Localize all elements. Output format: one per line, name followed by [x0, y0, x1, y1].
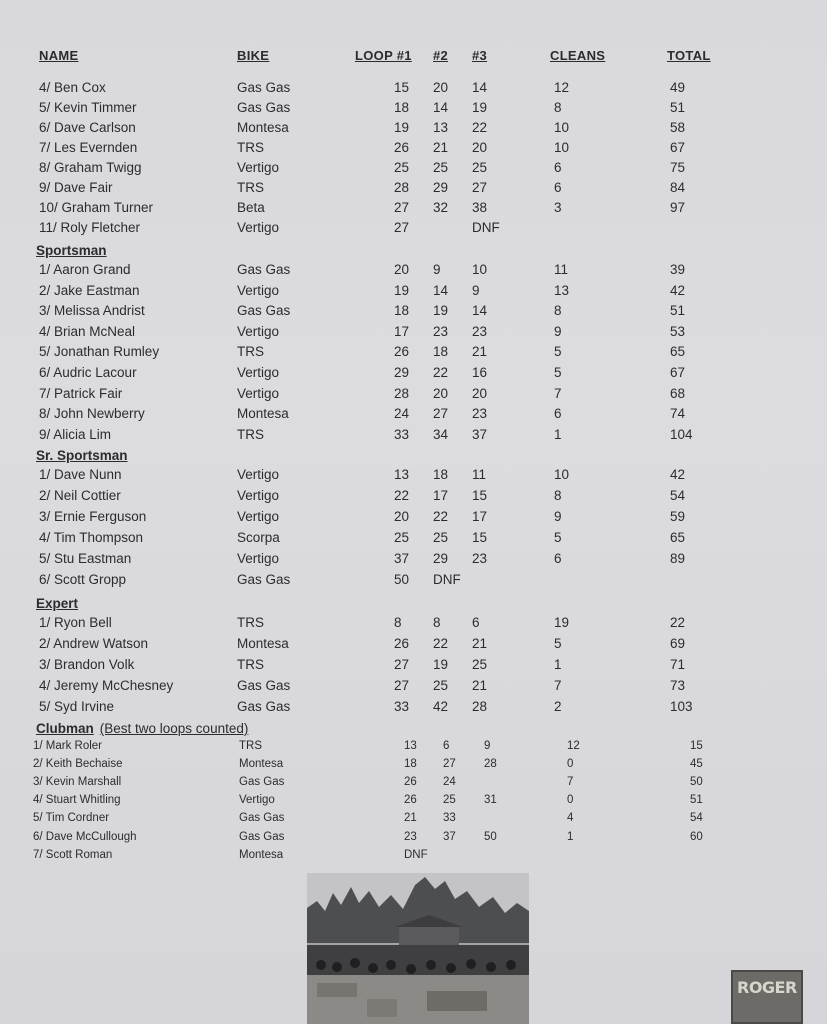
result-row — [0, 427, 827, 447]
cell-l3: 21 — [472, 344, 488, 360]
cell-cleans: 5 — [554, 365, 562, 380]
cell-total: 65 — [670, 529, 686, 545]
cell-bike: Gas Gas — [237, 100, 291, 115]
section-title: Expert — [36, 596, 79, 611]
cell-l3: DNF — [472, 220, 500, 235]
section-heading — [36, 448, 128, 463]
cell-name: 4/ Brian McNeal — [39, 323, 136, 339]
cell-name: 5/ Tim Cordner — [33, 812, 110, 825]
cell-total: 59 — [670, 508, 686, 524]
cell-cleans: 7 — [554, 385, 562, 401]
cell-bike: Vertigo — [237, 385, 280, 401]
result-row — [0, 120, 827, 140]
cell-cleans: 5 — [554, 529, 562, 545]
cell-name: 7/ Patrick Fair — [39, 385, 123, 401]
result-row — [0, 530, 827, 550]
result-row — [0, 488, 827, 508]
cell-l2: 6 — [443, 740, 450, 752]
cell-total: 89 — [670, 550, 686, 566]
cell-l1: 27 — [394, 200, 410, 215]
cell-total: 69 — [670, 635, 686, 651]
cell-name: 5/ Jonathan Rumley — [39, 344, 160, 360]
cell-l2: 14 — [433, 100, 449, 115]
cell-l2: DNF — [433, 571, 461, 587]
cell-l3: 14 — [472, 303, 488, 319]
cell-total: 67 — [670, 365, 686, 380]
cell-l3: 38 — [472, 200, 488, 215]
cell-l3: 10 — [472, 262, 488, 277]
cell-l1: DNF — [404, 848, 428, 861]
cell-total: 65 — [670, 344, 686, 360]
cell-bike: Gas Gas — [237, 698, 291, 714]
result-row — [0, 100, 827, 120]
cell-cleans: 7 — [567, 776, 574, 789]
cell-l2: 19 — [433, 656, 449, 672]
cell-bike: Vertigo — [237, 365, 280, 380]
cell-l3: 50 — [484, 830, 497, 843]
result-row — [0, 758, 827, 778]
cell-l2: 13 — [433, 120, 449, 135]
section-heading — [36, 721, 248, 736]
header-total: TOTAL — [667, 48, 711, 63]
event-photo-graphic — [307, 873, 529, 1024]
result-row — [0, 160, 827, 180]
cell-bike: Vertigo — [237, 550, 280, 566]
header-cleans: CLEANS — [550, 48, 606, 63]
cell-l2: 34 — [433, 426, 449, 442]
cell-l1: 50 — [394, 571, 410, 587]
cell-l1: 15 — [394, 80, 410, 95]
cell-l1: 19 — [394, 282, 410, 298]
event-photo — [307, 873, 529, 1024]
cell-name: 5/ Syd Irvine — [39, 698, 115, 714]
result-row — [0, 509, 827, 529]
cell-bike: Gas Gas — [239, 812, 285, 825]
cell-cleans: 5 — [554, 635, 562, 651]
cell-l2: 20 — [433, 385, 449, 401]
cell-cleans: 9 — [554, 323, 562, 339]
cell-l3: 15 — [472, 529, 488, 545]
cell-l3: 28 — [484, 758, 497, 771]
cell-l3: 21 — [472, 677, 488, 693]
cell-total: 68 — [670, 385, 686, 401]
cell-cleans: 0 — [567, 794, 574, 807]
result-row — [0, 615, 827, 635]
cell-bike: Montesa — [237, 635, 289, 651]
cell-l3: 27 — [472, 180, 488, 195]
cell-l1: 26 — [404, 776, 417, 789]
cell-l1: 26 — [394, 140, 410, 155]
cell-l3: 22 — [472, 120, 488, 135]
section-note: (Best two loops counted) — [99, 721, 249, 736]
cell-l2: 18 — [433, 467, 449, 482]
cell-name: 4/ Ben Cox — [39, 80, 106, 95]
cell-l2: 25 — [443, 794, 456, 807]
result-row — [0, 831, 827, 851]
section-title: Clubman — [36, 721, 94, 736]
cell-bike: Gas Gas — [237, 262, 291, 277]
cell-l2: 25 — [433, 677, 449, 693]
cell-cleans: 8 — [554, 100, 562, 115]
cell-l2: 42 — [433, 698, 449, 714]
cell-bike: Vertigo — [239, 794, 275, 807]
result-row — [0, 551, 827, 571]
cell-bike: Montesa — [237, 120, 289, 135]
section-title: Sportsman — [36, 243, 107, 258]
cell-cleans: 9 — [554, 508, 562, 524]
cell-cleans: 6 — [554, 160, 562, 175]
cell-name: 1/ Ryon Bell — [39, 615, 112, 630]
cell-bike: Vertigo — [237, 160, 280, 175]
cell-total: 97 — [670, 200, 686, 215]
cell-name: 4/ Jeremy McChesney — [39, 677, 174, 693]
cell-cleans: 10 — [554, 140, 570, 155]
cell-name: 11/ Roly Fletcher — [39, 220, 141, 235]
result-row — [0, 699, 827, 719]
result-row — [0, 344, 827, 364]
cell-cleans: 19 — [554, 615, 570, 630]
cell-bike: Montesa — [239, 758, 284, 771]
cell-total: 50 — [690, 776, 703, 789]
cell-bike: Vertigo — [237, 487, 280, 503]
cell-bike: TRS — [239, 740, 262, 752]
cell-l2: 27 — [443, 758, 456, 771]
cell-name: 5/ Kevin Timmer — [39, 100, 137, 115]
cell-name: 1/ Dave Nunn — [39, 467, 122, 482]
cell-name: 9/ Dave Fair — [39, 180, 113, 195]
result-row — [0, 180, 827, 200]
cell-name: 8/ Graham Twigg — [39, 160, 142, 175]
result-row — [0, 572, 827, 592]
cell-l3: 31 — [484, 794, 497, 807]
cell-cleans: 2 — [554, 698, 562, 714]
cell-bike: Vertigo — [237, 467, 280, 482]
cell-bike: Scorpa — [237, 529, 280, 545]
cell-l1: 17 — [394, 323, 410, 339]
cell-name: 1/ Aaron Grand — [39, 262, 131, 277]
result-row — [0, 140, 827, 160]
section-title: Sr. Sportsman — [36, 448, 128, 463]
cell-l3: 28 — [472, 698, 488, 714]
cell-l1: 8 — [394, 615, 402, 630]
cell-l2: 20 — [433, 80, 449, 95]
cell-l3: 20 — [472, 385, 488, 401]
cell-l2: 19 — [433, 303, 449, 319]
cell-l3: 20 — [472, 140, 488, 155]
cell-name: 9/ Alicia Lim — [39, 426, 112, 442]
result-row — [0, 303, 827, 323]
cell-l1: 29 — [394, 365, 410, 380]
cell-total: 45 — [690, 758, 703, 771]
cell-l2: 37 — [443, 830, 456, 843]
cell-l3: 6 — [472, 615, 480, 630]
cell-l3: 16 — [472, 365, 488, 380]
cell-total: 54 — [690, 812, 703, 825]
cell-l3: 19 — [472, 100, 488, 115]
header-name: NAME — [39, 48, 79, 63]
cell-total: 54 — [670, 487, 686, 503]
cell-cleans: 10 — [554, 467, 570, 482]
section-heading — [36, 596, 78, 611]
cell-l1: 28 — [394, 385, 410, 401]
cell-l3: 15 — [472, 487, 488, 503]
result-row — [0, 262, 827, 282]
cell-l1: 13 — [404, 740, 417, 752]
cell-l1: 27 — [394, 677, 410, 693]
cell-total: 104 — [670, 426, 693, 442]
result-row — [0, 849, 827, 869]
cell-name: 6/ Audric Lacour — [39, 365, 137, 380]
cell-cleans: 3 — [554, 200, 562, 215]
cell-name: 2/ Neil Cottier — [39, 487, 121, 503]
cell-total: 75 — [670, 160, 686, 175]
cell-l2: 9 — [433, 262, 441, 277]
cell-l3: 11 — [472, 467, 487, 482]
cell-l3: 25 — [472, 160, 488, 175]
cell-bike: TRS — [237, 180, 264, 195]
cell-l3: 14 — [472, 80, 488, 95]
cell-cleans: 1 — [554, 426, 562, 442]
logo-text: ROGER — [737, 978, 797, 997]
cell-bike: Vertigo — [237, 508, 280, 524]
result-row — [0, 220, 827, 240]
cell-cleans: 10 — [554, 120, 570, 135]
result-row — [0, 386, 827, 406]
result-row — [0, 365, 827, 385]
result-row — [0, 657, 827, 677]
section-heading — [36, 243, 107, 258]
cell-total: 51 — [670, 100, 686, 115]
result-row — [0, 636, 827, 656]
cell-cleans: 5 — [554, 344, 562, 360]
cell-cleans: 12 — [554, 80, 570, 95]
cell-l2: 29 — [433, 180, 449, 195]
cell-name: 4/ Tim Thompson — [39, 529, 144, 545]
cell-total: 60 — [690, 830, 703, 843]
cell-bike: Gas Gas — [237, 303, 291, 319]
cell-name: 6/ Dave McCullough — [33, 830, 137, 843]
cell-bike: TRS — [237, 140, 264, 155]
cell-name: 6/ Dave Carlson — [39, 120, 136, 135]
cell-name: 3/ Melissa Andrist — [39, 303, 145, 319]
cell-l3: 23 — [472, 550, 488, 566]
cell-l2: 17 — [433, 487, 449, 503]
cell-l1: 25 — [394, 529, 410, 545]
cell-l1: 23 — [404, 830, 417, 843]
cell-bike: Gas Gas — [237, 677, 291, 693]
cell-bike: Vertigo — [237, 323, 280, 339]
cell-l1: 27 — [394, 656, 410, 672]
cell-l1: 18 — [404, 758, 417, 771]
cell-name: 2/ Andrew Watson — [39, 635, 149, 651]
cell-l3: 17 — [472, 508, 488, 524]
cell-cleans: 6 — [554, 180, 562, 195]
result-row — [0, 324, 827, 344]
cell-total: 22 — [670, 615, 686, 630]
cell-total: 15 — [690, 740, 703, 752]
cell-cleans: 13 — [554, 282, 570, 298]
cell-name: 6/ Scott Gropp — [39, 571, 127, 587]
cell-l2: 21 — [433, 140, 449, 155]
result-row — [0, 200, 827, 220]
cell-bike: TRS — [237, 344, 264, 360]
cell-name: 5/ Stu Eastman — [39, 550, 132, 566]
cell-cleans: 4 — [567, 812, 574, 825]
cell-l1: 27 — [394, 220, 410, 235]
cell-total: 74 — [670, 406, 686, 422]
cell-bike: TRS — [237, 656, 264, 672]
cell-bike: TRS — [237, 426, 264, 442]
cell-bike: Gas Gas — [239, 776, 285, 789]
cell-name: 1/ Mark Roler — [33, 740, 103, 752]
cell-total: 51 — [690, 794, 703, 807]
cell-l2: 14 — [433, 282, 449, 298]
cell-bike: Beta — [237, 200, 265, 215]
cell-cleans: 12 — [567, 740, 580, 752]
cell-l3: 25 — [472, 656, 488, 672]
result-row — [0, 283, 827, 303]
cell-bike: TRS — [237, 615, 264, 630]
cell-bike: Gas Gas — [237, 80, 291, 95]
cell-l3: 9 — [472, 282, 480, 298]
result-row — [0, 406, 827, 426]
cell-l1: 33 — [394, 698, 410, 714]
cell-l2: 24 — [443, 776, 456, 789]
cell-total: 84 — [670, 180, 686, 195]
cell-name: 10/ Graham Turner — [39, 200, 154, 215]
cell-l1: 18 — [394, 303, 410, 319]
cell-total: 42 — [670, 467, 686, 482]
cell-l1: 24 — [394, 406, 410, 422]
cell-cleans: 1 — [554, 656, 562, 672]
cell-total: 67 — [670, 140, 686, 155]
cell-cleans: 8 — [554, 487, 562, 503]
cell-l1: 26 — [394, 344, 410, 360]
roger-logo — [731, 970, 803, 1024]
cell-total: 51 — [670, 303, 686, 319]
cell-l2: 23 — [433, 323, 449, 339]
cell-bike: Gas Gas — [237, 571, 291, 587]
cell-l2: 33 — [443, 812, 456, 825]
cell-l2: 25 — [433, 160, 449, 175]
cell-total: 73 — [670, 677, 686, 693]
cell-l1: 20 — [394, 508, 410, 524]
cell-l1: 26 — [394, 635, 410, 651]
cell-l1: 19 — [394, 120, 410, 135]
result-row — [0, 80, 827, 100]
cell-bike: Montesa — [237, 406, 289, 422]
cell-l2: 8 — [433, 615, 441, 630]
cell-total: 42 — [670, 282, 686, 298]
cell-total: 58 — [670, 120, 686, 135]
cell-cleans: 0 — [567, 758, 574, 771]
cell-cleans: 7 — [554, 677, 562, 693]
cell-l2: 22 — [433, 635, 449, 651]
cell-name: 7/ Scott Roman — [33, 848, 113, 861]
cell-total: 103 — [670, 698, 693, 714]
cell-l1: 26 — [404, 794, 417, 807]
cell-l1: 13 — [394, 467, 410, 482]
cell-total: 71 — [670, 656, 686, 672]
cell-l3: 23 — [472, 323, 488, 339]
cell-l2: 22 — [433, 508, 449, 524]
cell-cleans: 6 — [554, 406, 562, 422]
cell-bike: Montesa — [239, 848, 284, 861]
cell-name: 3/ Kevin Marshall — [33, 776, 122, 789]
cell-name: 7/ Les Evernden — [39, 140, 138, 155]
result-row — [0, 740, 827, 760]
cell-l2: 27 — [433, 406, 449, 422]
cell-name: 3/ Ernie Ferguson — [39, 508, 147, 524]
cell-l3: 37 — [472, 426, 488, 442]
cell-l1: 37 — [394, 550, 410, 566]
cell-bike: Vertigo — [237, 220, 280, 235]
result-row — [0, 812, 827, 832]
cell-l1: 25 — [394, 160, 410, 175]
cell-cleans: 1 — [567, 830, 574, 843]
cell-name: 2/ Jake Eastman — [39, 282, 140, 298]
cell-l2: 32 — [433, 200, 449, 215]
cell-l1: 22 — [394, 487, 410, 503]
cell-total: 53 — [670, 323, 686, 339]
result-row — [0, 776, 827, 796]
header-loop2: #2 — [433, 48, 449, 63]
cell-name: 2/ Keith Bechaise — [33, 758, 123, 771]
cell-name: 4/ Stuart Whitling — [33, 794, 121, 807]
cell-cleans: 6 — [554, 550, 562, 566]
cell-cleans: 11 — [554, 262, 569, 277]
result-row — [0, 678, 827, 698]
cell-total: 39 — [670, 262, 686, 277]
cell-l2: 22 — [433, 365, 449, 380]
header-loop3: #3 — [472, 48, 488, 63]
cell-l1: 33 — [394, 426, 410, 442]
result-row — [0, 794, 827, 814]
cell-bike: Vertigo — [237, 282, 280, 298]
cell-l1: 18 — [394, 100, 410, 115]
cell-l2: 29 — [433, 550, 449, 566]
cell-l3: 9 — [484, 740, 491, 752]
cell-l2: 25 — [433, 529, 449, 545]
cell-l2: 18 — [433, 344, 449, 360]
cell-l1: 20 — [394, 262, 410, 277]
cell-l1: 28 — [394, 180, 410, 195]
cell-l3: 23 — [472, 406, 488, 422]
header-bike: BIKE — [237, 48, 270, 63]
cell-total: 49 — [670, 80, 686, 95]
cell-bike: Gas Gas — [239, 830, 285, 843]
header-loop1: LOOP #1 — [355, 48, 412, 63]
cell-l3: 21 — [472, 635, 488, 651]
result-row — [0, 467, 827, 487]
cell-l1: 21 — [404, 812, 417, 825]
cell-name: 8/ John Newberry — [39, 406, 145, 422]
cell-cleans: 8 — [554, 303, 562, 319]
cell-name: 3/ Brandon Volk — [39, 656, 135, 672]
